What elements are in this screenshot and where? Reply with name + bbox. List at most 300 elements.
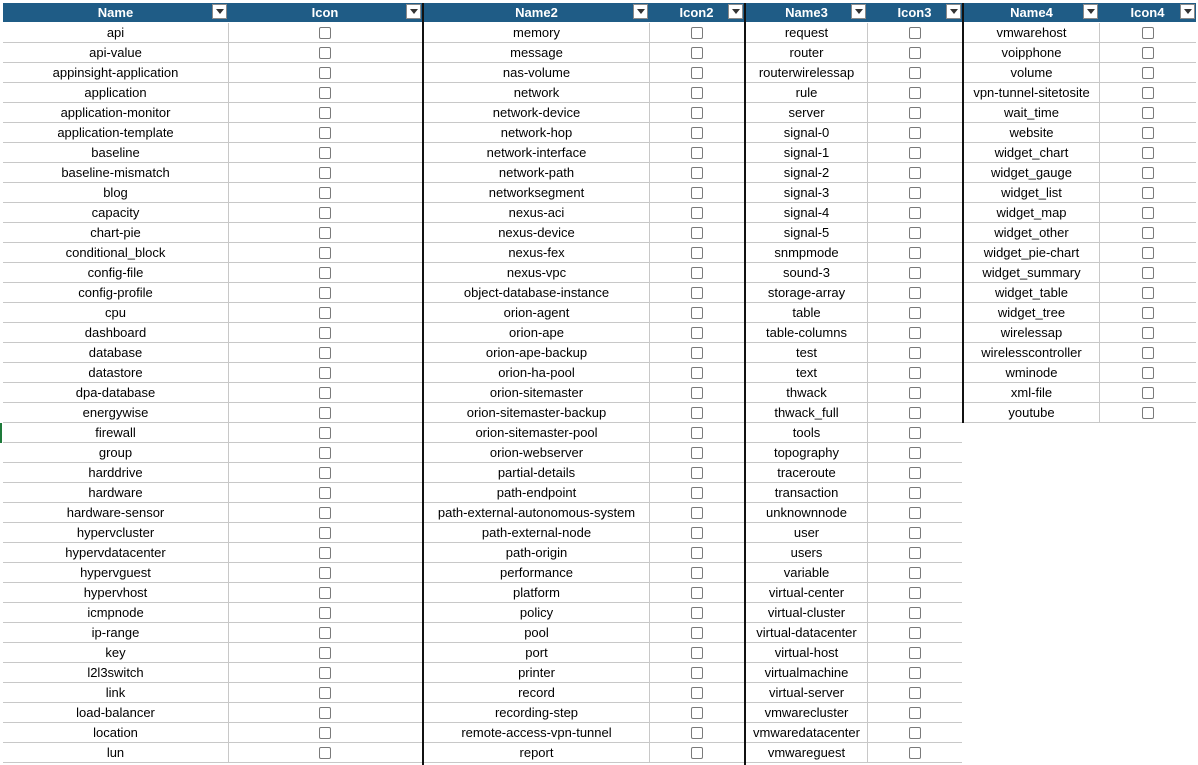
orion-webserver-icon (691, 447, 703, 459)
name-cell[interactable]: hypervhost (83, 585, 148, 600)
name-cell[interactable]: path-external-node (481, 525, 592, 540)
name-cell[interactable]: vmwarehost (996, 25, 1067, 40)
name-cell[interactable]: blog (103, 185, 128, 200)
name-cell[interactable]: network-interface (486, 145, 587, 160)
icon-cell[interactable] (1099, 123, 1196, 143)
virtualmachine-icon (909, 667, 921, 679)
icon-cell[interactable] (867, 543, 962, 563)
icon-cell[interactable] (228, 123, 422, 143)
icon-cell[interactable] (228, 243, 422, 263)
icon-cell[interactable] (228, 143, 422, 163)
icon-cell[interactable] (649, 423, 744, 443)
name-cell[interactable]: appinsight-application (52, 65, 179, 80)
firewall-icon (319, 427, 331, 439)
name-cell[interactable]: database (88, 345, 143, 360)
name-cell[interactable]: icmpnode (87, 605, 144, 620)
name-cell[interactable]: rule (795, 85, 818, 100)
name-cell[interactable]: nexus-device (498, 225, 575, 240)
icon-cell[interactable] (867, 583, 962, 603)
filter-dropdown-button[interactable] (212, 4, 227, 19)
name-cell[interactable]: object-database-instance (463, 285, 610, 300)
icon-cell[interactable] (228, 683, 422, 703)
filter-dropdown-button[interactable] (946, 4, 961, 19)
icon-cell[interactable] (228, 363, 422, 383)
row-selection-marker (0, 423, 2, 443)
name-cell[interactable]: traceroute (777, 465, 836, 480)
icon-cell[interactable] (1099, 103, 1196, 123)
icon-cell[interactable] (1099, 163, 1196, 183)
icon-cell[interactable] (1099, 183, 1196, 203)
name-cell[interactable]: pool (524, 625, 549, 640)
icon-cell[interactable] (228, 603, 422, 623)
conditional-block-icon (319, 247, 331, 259)
icon-cell[interactable] (867, 423, 962, 443)
icon-cell[interactable] (867, 563, 962, 583)
name-cell[interactable]: vmwaredatacenter (753, 725, 860, 740)
name-cell[interactable]: virtualmachine (764, 665, 849, 680)
icon-cell[interactable] (867, 23, 962, 43)
name-cell[interactable]: vpn-tunnel-sitetosite (973, 85, 1090, 100)
icon-cell[interactable] (649, 603, 744, 623)
icon-cell[interactable] (228, 263, 422, 283)
name-cell[interactable]: application-template (57, 125, 174, 140)
name-cell[interactable]: firewall (95, 425, 136, 440)
icon-cell[interactable] (649, 543, 744, 563)
name-cell[interactable]: virtual-host (774, 645, 839, 660)
name-cell[interactable]: link (105, 685, 126, 700)
api-icon (319, 27, 331, 39)
name-cell[interactable]: hypervdatacenter (65, 545, 166, 560)
orion-sitemaster-pool-icon (691, 427, 703, 439)
icon-cell[interactable] (867, 663, 962, 683)
name-cell[interactable]: network-device (492, 105, 581, 120)
name-cell[interactable]: unknownnode (766, 505, 847, 520)
name-cell[interactable]: chart-pie (90, 225, 141, 240)
transaction-icon (909, 487, 921, 499)
name-cell[interactable]: sound-3 (783, 265, 830, 280)
name-cell[interactable]: path-external-autonomous-system (437, 505, 636, 520)
header-1[interactable] (3, 3, 228, 22)
name-cell[interactable]: topography (773, 445, 840, 460)
icon-cell[interactable] (867, 643, 962, 663)
icon-cell[interactable] (228, 663, 422, 683)
name-cell[interactable]: orion-agent (503, 305, 570, 320)
name-cell[interactable]: hardware (88, 485, 143, 500)
icon-cell[interactable] (649, 283, 744, 303)
icon-cell[interactable] (649, 203, 744, 223)
icon-cell[interactable] (867, 723, 962, 743)
icon-cell[interactable] (228, 523, 422, 543)
name-cell[interactable]: hardware-sensor (66, 505, 165, 520)
name-cell[interactable]: orion-ape-backup (485, 345, 588, 360)
name-cell[interactable]: record (518, 685, 555, 700)
filter-dropdown-button[interactable] (1083, 4, 1098, 19)
name-cell[interactable]: hypervguest (80, 565, 151, 580)
icon-cell[interactable] (649, 643, 744, 663)
icon-cell[interactable] (649, 403, 744, 423)
name-cell[interactable]: orion-sitemaster (489, 385, 584, 400)
name-cell[interactable]: datastore (88, 365, 143, 380)
name-cell[interactable]: users (790, 545, 823, 560)
name-cell[interactable]: widget_summary (982, 265, 1081, 280)
header-label-8: Icon4 (1130, 5, 1165, 20)
orion-sitemaster-backup-icon (691, 407, 703, 419)
name-cell[interactable]: nexus-vpc (506, 265, 567, 280)
storage-array-icon (909, 287, 921, 299)
name-cell[interactable]: xml-file (1010, 385, 1053, 400)
name-cell[interactable]: voipphone (1001, 45, 1062, 60)
icon-cell[interactable] (649, 723, 744, 743)
voipphone-icon (1142, 47, 1154, 59)
name-cell[interactable]: signal-3 (783, 185, 830, 200)
icon-cell[interactable] (867, 623, 962, 643)
icon-cell[interactable] (1099, 83, 1196, 103)
icon-cell[interactable] (228, 703, 422, 723)
name-cell[interactable]: router (789, 45, 824, 60)
name-cell[interactable]: orion-sitemaster-pool (475, 425, 598, 440)
hypervguest-icon (319, 567, 331, 579)
icon-cell[interactable] (867, 743, 962, 763)
icon-cell[interactable] (228, 463, 422, 483)
row-gridline (746, 762, 962, 763)
name-cell[interactable]: request (784, 25, 829, 40)
icon-cell[interactable] (228, 23, 422, 43)
icon-cell[interactable] (867, 283, 962, 303)
icon-cell[interactable] (1099, 23, 1196, 43)
traceroute-icon (909, 467, 921, 479)
name-cell[interactable]: table-columns (766, 325, 847, 340)
name-cell[interactable]: text (796, 365, 817, 380)
name-cell[interactable]: application-monitor (60, 105, 171, 120)
icon-cell[interactable] (228, 163, 422, 183)
filter-dropdown-button[interactable] (1180, 4, 1195, 19)
icon-cell[interactable] (228, 283, 422, 303)
name-cell[interactable]: server (788, 105, 825, 120)
icon-cell[interactable] (228, 403, 422, 423)
name-cell[interactable]: application (84, 85, 147, 100)
name-cell[interactable]: partial-details (497, 465, 576, 480)
icon-cell[interactable] (1099, 323, 1196, 343)
icon-cell[interactable] (867, 483, 962, 503)
header-2[interactable] (228, 3, 422, 22)
icon-cell[interactable] (649, 143, 744, 163)
name-cell[interactable]: virtual-center (768, 585, 845, 600)
icon-cell[interactable] (228, 623, 422, 643)
icon-cell[interactable] (867, 183, 962, 203)
name-cell[interactable]: path-origin (505, 545, 568, 560)
name-cell[interactable]: signal-5 (783, 225, 830, 240)
icon-cell[interactable] (867, 343, 962, 363)
name-cell[interactable]: widget_gauge (991, 165, 1072, 180)
icon-cell[interactable] (867, 123, 962, 143)
icon-cell[interactable] (228, 423, 422, 443)
icon-cell[interactable] (228, 43, 422, 63)
icon-cell[interactable] (1099, 363, 1196, 383)
icon-cell[interactable] (867, 683, 962, 703)
name-cell[interactable]: nexus-aci (508, 205, 565, 220)
name-cell[interactable]: recording-step (494, 705, 579, 720)
icon-cell[interactable] (867, 223, 962, 243)
name-cell[interactable]: thwack_full (774, 405, 839, 420)
icon-cell[interactable] (1099, 243, 1196, 263)
icon-cell[interactable] (649, 103, 744, 123)
header-8[interactable] (1099, 3, 1196, 22)
icon-cell[interactable] (228, 103, 422, 123)
icon-cell[interactable] (228, 443, 422, 463)
header-7[interactable] (964, 3, 1099, 22)
icon-cell[interactable] (649, 223, 744, 243)
icon-cell[interactable] (1099, 63, 1196, 83)
name-cell[interactable]: dpa-database (75, 385, 156, 400)
name-cell[interactable]: api-value (89, 45, 142, 60)
name-cell[interactable]: key (105, 645, 126, 660)
name-cell[interactable]: widget_tree (997, 305, 1066, 320)
harddrive-icon (319, 467, 331, 479)
icon-cell[interactable] (649, 343, 744, 363)
icon-cell[interactable] (649, 483, 744, 503)
name-cell[interactable]: widget_list (1001, 185, 1062, 200)
icon-cell[interactable] (867, 263, 962, 283)
name-cell[interactable]: baseline-mismatch (61, 165, 170, 180)
icon-cell[interactable] (649, 503, 744, 523)
icon-cell[interactable] (649, 563, 744, 583)
name-cell[interactable]: transaction (774, 485, 839, 500)
icon-cell[interactable] (867, 363, 962, 383)
icon-cell[interactable] (867, 403, 962, 423)
name-cell[interactable]: location (93, 725, 138, 740)
name-cell[interactable]: network (513, 85, 560, 100)
icon-cell[interactable] (649, 63, 744, 83)
icon-cell[interactable] (867, 383, 962, 403)
name-cell[interactable]: policy (519, 605, 554, 620)
icon-cell[interactable] (867, 463, 962, 483)
icon-cell[interactable] (228, 343, 422, 363)
icon-cell[interactable] (649, 323, 744, 343)
path-origin-icon (691, 547, 703, 559)
name-cell[interactable]: hypervcluster (76, 525, 155, 540)
name-cell[interactable]: port (525, 645, 548, 660)
name-cell[interactable]: wirelessap (1000, 325, 1063, 340)
name-cell[interactable]: storage-array (767, 285, 846, 300)
name-cell[interactable]: website (1009, 125, 1054, 140)
name-cell[interactable]: config-file (87, 265, 144, 280)
icon-cell[interactable] (228, 83, 422, 103)
icon-cell[interactable] (1099, 143, 1196, 163)
name-cell[interactable]: orion-ape (509, 325, 564, 340)
name-cell[interactable]: network-hop (500, 125, 573, 140)
icon-cell[interactable] (1099, 263, 1196, 283)
name-cell[interactable]: widget_chart (994, 145, 1069, 160)
icon-cell[interactable] (649, 663, 744, 683)
name-cell[interactable]: wminode (1005, 365, 1058, 380)
header-5[interactable] (746, 3, 867, 22)
icon-cell[interactable] (867, 203, 962, 223)
name-cell[interactable]: widget_table (995, 285, 1068, 300)
column-gridline (649, 23, 650, 763)
name-cell[interactable]: l2l3switch (87, 665, 144, 680)
name-cell[interactable]: nas-volume (502, 65, 571, 80)
icon-cell[interactable] (649, 263, 744, 283)
icon-cell[interactable] (867, 703, 962, 723)
filter-dropdown-button[interactable] (406, 4, 421, 19)
name-cell[interactable]: user (793, 525, 820, 540)
name-cell[interactable]: wait_time (1004, 105, 1059, 120)
name-cell[interactable]: lun (106, 745, 125, 760)
icon-cell[interactable] (1099, 303, 1196, 323)
icon-cell[interactable] (867, 303, 962, 323)
name-cell[interactable]: report (519, 745, 554, 760)
name-cell[interactable]: orion-ha-pool (498, 365, 575, 380)
icon-cell[interactable] (228, 63, 422, 83)
icon-cell[interactable] (649, 243, 744, 263)
name-cell[interactable]: orion-webserver (489, 445, 584, 460)
name-cell[interactable]: variable (783, 565, 830, 580)
icon-cell[interactable] (228, 303, 422, 323)
name-cell[interactable]: vmwarecluster (764, 705, 849, 720)
header-3[interactable] (424, 3, 649, 22)
name-cell[interactable]: widget_pie-chart (983, 245, 1080, 260)
icon-cell[interactable] (649, 43, 744, 63)
icon-cell[interactable] (649, 623, 744, 643)
header-6[interactable] (867, 3, 962, 22)
icon-cell[interactable] (1099, 343, 1196, 363)
icon-cell[interactable] (649, 683, 744, 703)
icon-cell[interactable] (867, 163, 962, 183)
name-cell[interactable]: dashboard (84, 325, 147, 340)
icon-cell[interactable] (228, 563, 422, 583)
icon-cell[interactable] (867, 443, 962, 463)
icon-cell[interactable] (1099, 43, 1196, 63)
name-cell[interactable]: snmpmode (774, 245, 839, 260)
name-cell[interactable]: test (796, 345, 817, 360)
name-cell[interactable]: nexus-fex (508, 245, 565, 260)
icon-cell[interactable] (1099, 203, 1196, 223)
name-cell[interactable]: networksegment (488, 185, 585, 200)
name-cell[interactable]: platform (513, 585, 560, 600)
icon-cell[interactable] (228, 203, 422, 223)
name-cell[interactable]: virtual-datacenter (756, 625, 857, 640)
icon-cell[interactable] (649, 523, 744, 543)
icon-cell[interactable] (867, 143, 962, 163)
icon-cell[interactable] (867, 83, 962, 103)
icon-cell[interactable] (649, 743, 744, 763)
name-cell[interactable]: remote-access-vpn-tunnel (461, 725, 612, 740)
name-cell[interactable]: cpu (105, 305, 126, 320)
icon-cell[interactable] (228, 183, 422, 203)
name-cell[interactable]: signal-0 (783, 125, 830, 140)
name-cell[interactable]: routerwirelessap (758, 65, 855, 80)
name-cell[interactable]: signal-4 (783, 205, 830, 220)
icon-cell[interactable] (649, 703, 744, 723)
icon-cell[interactable] (649, 443, 744, 463)
icon-cell[interactable] (228, 503, 422, 523)
name-cell[interactable]: signal-1 (783, 145, 830, 160)
icon-cell[interactable] (228, 743, 422, 763)
icon-cell[interactable] (1099, 383, 1196, 403)
icon-cell[interactable] (867, 603, 962, 623)
icon-cell[interactable] (649, 123, 744, 143)
name-cell[interactable]: vmwareguest (767, 745, 846, 760)
name-cell[interactable]: harddrive (88, 465, 143, 480)
name-cell[interactable]: virtual-cluster (767, 605, 846, 620)
name-cell[interactable]: virtual-server (768, 685, 845, 700)
name-cell[interactable]: path-endpoint (496, 485, 577, 500)
icon-cell[interactable] (649, 23, 744, 43)
name-cell[interactable]: conditional_block (65, 245, 166, 260)
icon-cell[interactable] (867, 103, 962, 123)
icon-cell[interactable] (228, 383, 422, 403)
icon-cell[interactable] (228, 543, 422, 563)
name-cell[interactable]: volume (1010, 65, 1053, 80)
name-cell[interactable]: youtube (1008, 405, 1055, 420)
name-cell[interactable]: widget_other (994, 225, 1069, 240)
name-cell[interactable]: capacity (91, 205, 140, 220)
icon-cell[interactable] (228, 323, 422, 343)
name-cell[interactable]: baseline (91, 145, 140, 160)
icon-cell[interactable] (228, 723, 422, 743)
icon-cell[interactable] (649, 363, 744, 383)
icon-cell[interactable] (649, 583, 744, 603)
icon-cell[interactable] (649, 463, 744, 483)
name-cell[interactable]: group (98, 445, 133, 460)
filter-dropdown-button[interactable] (728, 4, 743, 19)
xml-file-icon (1142, 387, 1154, 399)
icon-cell[interactable] (649, 383, 744, 403)
name-cell[interactable]: tools (792, 425, 821, 440)
name-cell[interactable]: thwack (786, 385, 827, 400)
icon-cell[interactable] (649, 303, 744, 323)
icon-cell[interactable] (867, 43, 962, 63)
name-cell[interactable]: config-profile (78, 285, 153, 300)
filter-dropdown-button[interactable] (633, 4, 648, 19)
name-cell[interactable]: api (106, 25, 125, 40)
icon-cell[interactable] (649, 183, 744, 203)
name-cell[interactable]: printer (518, 665, 555, 680)
name-cell[interactable]: message (510, 45, 563, 60)
name-cell[interactable]: orion-sitemaster-backup (466, 405, 607, 420)
name-cell[interactable]: ip-range (91, 625, 140, 640)
icon-cell[interactable] (867, 243, 962, 263)
name-cell[interactable]: wirelesscontroller (981, 345, 1082, 360)
icon-cell[interactable] (867, 523, 962, 543)
name-cell[interactable]: load-balancer (76, 705, 155, 720)
name-cell[interactable]: performance (500, 565, 573, 580)
icon-cell[interactable] (1099, 223, 1196, 243)
name-cell[interactable]: widget_map (996, 205, 1067, 220)
name-cell[interactable]: memory (513, 25, 560, 40)
header-4[interactable] (649, 3, 744, 22)
icon-cell[interactable] (228, 483, 422, 503)
icon-cell[interactable] (1099, 283, 1196, 303)
icon-cell[interactable] (228, 223, 422, 243)
name-cell[interactable]: table (792, 305, 821, 320)
icon-cell[interactable] (228, 583, 422, 603)
icon-cell[interactable] (1099, 403, 1196, 423)
icon-cell[interactable] (867, 503, 962, 523)
dashboard-icon (319, 327, 331, 339)
name-cell[interactable]: network-path (498, 165, 575, 180)
widget-gauge-icon (1142, 167, 1154, 179)
icon-cell[interactable] (867, 323, 962, 343)
icon-cell[interactable] (649, 163, 744, 183)
filter-dropdown-button[interactable] (851, 4, 866, 19)
icon-cell[interactable] (867, 63, 962, 83)
header-label-3: Name2 (515, 5, 558, 20)
name-cell[interactable]: energywise (82, 405, 149, 420)
icon-cell[interactable] (228, 643, 422, 663)
name-cell[interactable]: signal-2 (783, 165, 830, 180)
icon-cell[interactable] (649, 83, 744, 103)
